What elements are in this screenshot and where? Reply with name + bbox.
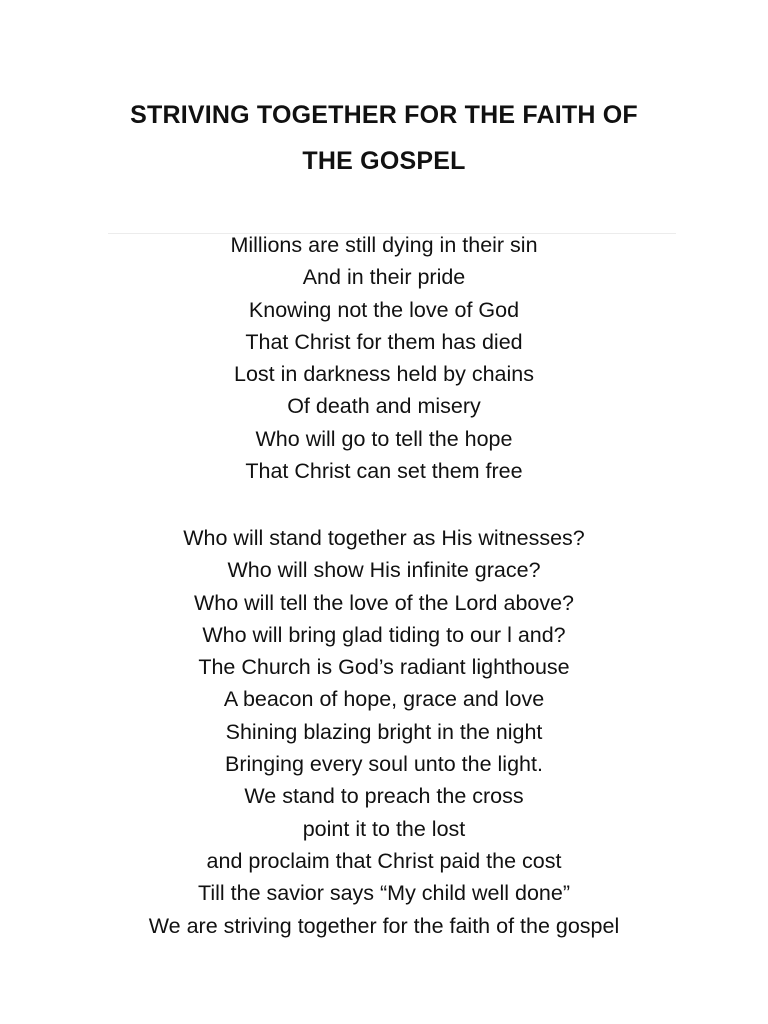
title-line-2: THE GOSPEL <box>302 147 466 175</box>
stanza-1 <box>60 229 708 487</box>
verse-line: We stand to preach the cross <box>244 784 524 809</box>
verse-line: A beacon of hope, grace and love <box>223 687 545 712</box>
verse-line: That Christ can set them free <box>245 459 523 484</box>
verse-line: Who will stand together as His witnesses? <box>183 526 585 550</box>
verse-line: Shining blazing bright in the night <box>225 719 543 744</box>
verse-line: Of death and misery <box>287 394 481 419</box>
verse-line: Who will bring glad tiding to our l and? <box>202 622 566 647</box>
verse-line: Lost in darkness held by chains <box>234 362 534 387</box>
title-line-1: STRIVING TOGETHER FOR THE FAITH OF <box>130 101 638 129</box>
verse-line: Who will tell the love of the Lord above? <box>193 590 575 615</box>
verse-line: Till the savior says “My child well done” <box>198 881 570 906</box>
stanza-2 <box>60 522 708 942</box>
verse-line: And in their pride <box>302 265 466 290</box>
verse-line: Millions are still dying in their sin <box>230 233 538 257</box>
verse-line: Bringing every soul unto the light. <box>225 752 543 777</box>
verse-line: That Christ for them has died <box>245 329 523 354</box>
verse-line: We are striving together for the faith of the gospel <box>148 913 620 938</box>
verse-line: The Church is God’s radiant lighthouse <box>198 655 570 680</box>
document-title <box>60 92 708 184</box>
verse-line: point it to the lost <box>302 816 466 841</box>
verse-line: Knowing not the love of God <box>248 297 520 322</box>
verse-line: and proclaim that Christ paid the cost <box>206 848 562 873</box>
verse-line: Who will show His infinite grace? <box>227 558 541 583</box>
verse-line: Who will go to tell the hope <box>255 426 513 451</box>
